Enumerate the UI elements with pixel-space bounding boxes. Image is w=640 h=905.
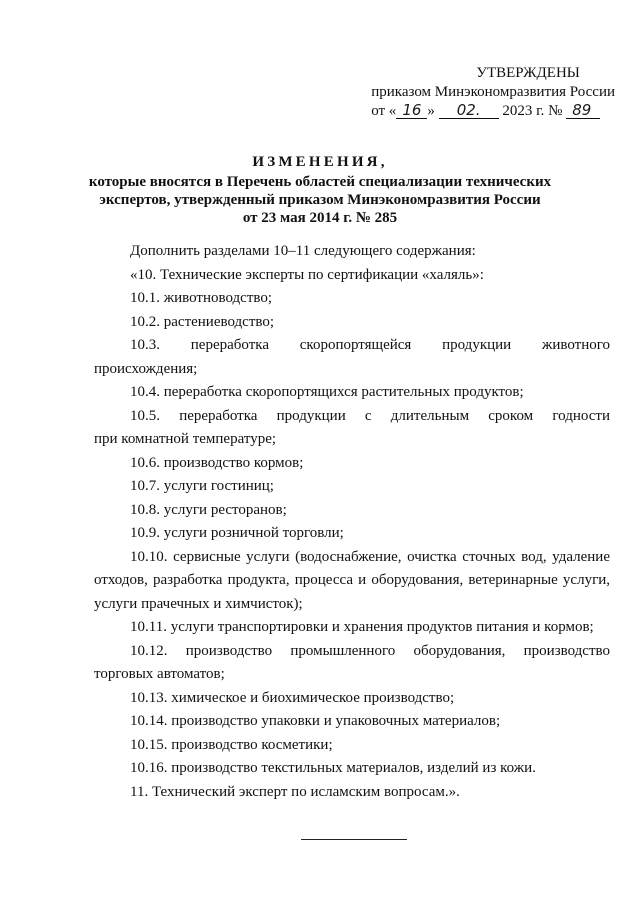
date-prefix: от « [371, 103, 397, 119]
handwritten-number: 89 [566, 103, 600, 119]
approval-status: УТВЕРЖДЕНЫ [476, 65, 580, 81]
item-10-4: 10.4. переработка скоропортящихся растительных продуктов; [130, 384, 524, 400]
title-line-1: которые вносятся в Перечень областей специализации технических [88, 174, 552, 190]
section-11: 11. Технический эксперт по исламским вопросам.». [130, 783, 460, 800]
paragraph-intro: Дополнить разделами 10–11 следующего содержания: [130, 243, 476, 259]
title-line-3: от 23 мая 2014 г. № 285 [242, 210, 398, 226]
date-mid: » [427, 103, 435, 119]
item-10-14: 10.14. производство упаковки и упаковочных материалов; [130, 713, 501, 729]
item-10-15: 10.15. производство косметики; [130, 736, 333, 753]
section-10-heading: «10. Технические эксперты по сертификации «халяль»: [130, 266, 484, 283]
handwritten-month: 02. [439, 103, 499, 119]
item-10-3-cont: происхождения; [94, 360, 198, 377]
year-text: 2023 г. № [502, 103, 563, 119]
approval-date-line [371, 102, 615, 121]
item-10-16: 10.16. производство текстильных материалов, изделий из кожи. [130, 760, 536, 776]
item-10-12: 10.12. производство промышленного оборудования, производство [130, 642, 610, 659]
item-10-8: 10.8. услуги ресторанов; [130, 501, 287, 518]
item-10-1: 10.1. животноводство; [130, 290, 273, 306]
item-10-3: 10.3. переработка скоропортящейся продукции животного [130, 337, 610, 353]
item-10-6: 10.6. производство кормов; [130, 454, 304, 471]
item-10-12-cont: торговых автоматов; [94, 666, 225, 682]
item-10-5-cont: при комнатной температуре; [94, 431, 277, 447]
document-body [94, 240, 610, 804]
title-heading: ИЗМЕНЕНИЯ, [252, 154, 388, 170]
item-10-13: 10.13. химическое и биохимическое производство; [130, 689, 455, 706]
approval-order: приказом Минэкономразвития России [371, 84, 615, 100]
closing-divider [301, 839, 407, 840]
item-10-10-cont-1: отходов, разработка продукта, процесса и оборудования, ветеринарные услуги, [94, 572, 610, 588]
item-10-10: 10.10. сервисные услуги (водоснабжение, очистка сточных вод, удаление [130, 548, 610, 565]
item-10-11: 10.11. услуги транспортировки и хранения продуктов питания и кормов; [130, 619, 594, 635]
item-10-10-cont-2: услуги прачечных и химчисток); [94, 595, 303, 612]
item-10-2: 10.2. растениеводство; [130, 313, 275, 330]
title-line-2: экспертов, утвержденный приказом Минэкономразвития России [99, 192, 541, 208]
document-title [0, 153, 640, 227]
item-10-9: 10.9. услуги розничной торговли; [130, 525, 344, 541]
approval-stamp [371, 64, 615, 121]
item-10-5: 10.5. переработка продукции с длительным сроком годности [130, 407, 610, 424]
handwritten-day: 16 [396, 103, 427, 119]
item-10-7: 10.7. услуги гостиниц; [130, 478, 274, 494]
